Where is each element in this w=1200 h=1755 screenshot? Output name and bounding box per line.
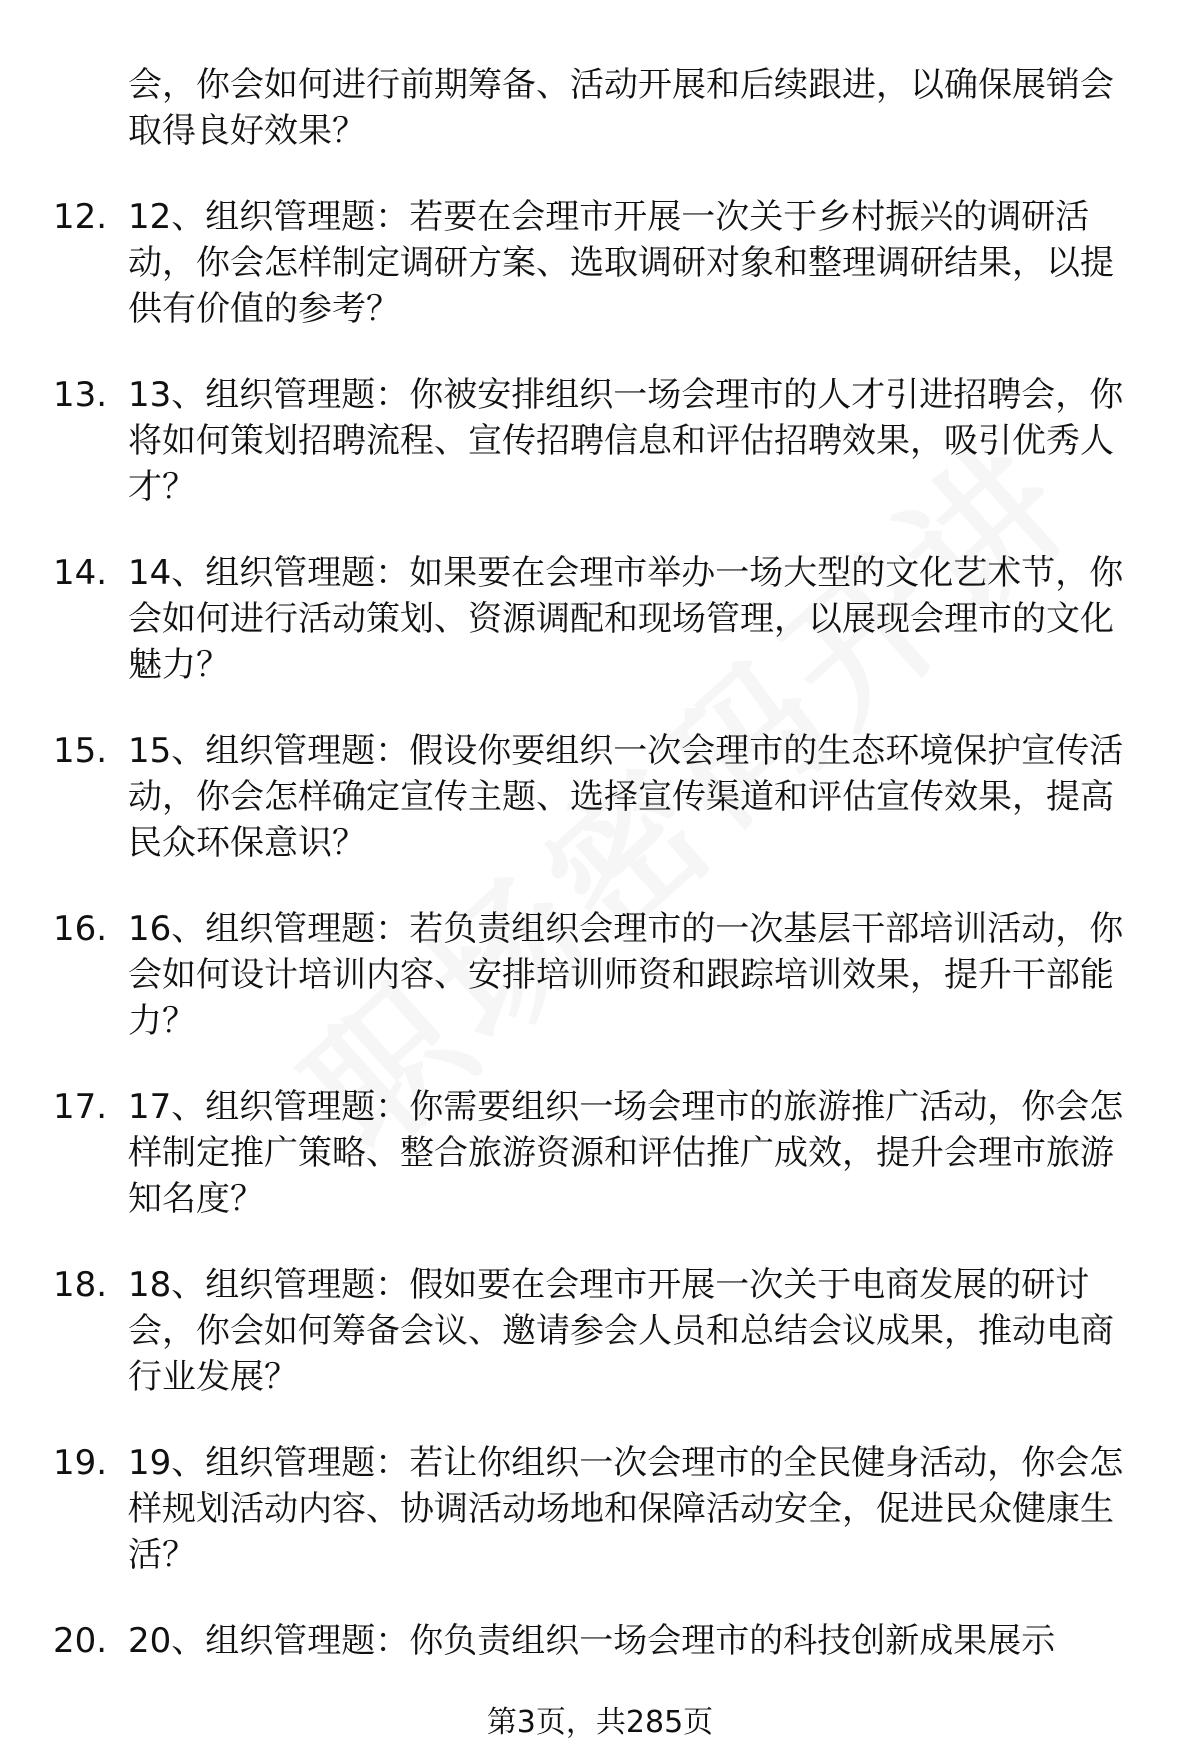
question-text: 19、组织管理题：若让你组织一次会理市的全民健身活动，你会怎样规划活动内容、协调活动场地和保障活动安全，促进民众健康生活？ bbox=[128, 1443, 1124, 1575]
question-item bbox=[0, 1084, 1138, 1222]
question-text: 13、组织管理题：你被安排组织一场会理市的人才引进招聘会，你将如何策划招聘流程、宣传招聘信息和评估招聘效果，吸引优秀人才？ bbox=[128, 375, 1124, 507]
question-text: 14、组织管理题：如果要在会理市举办一场大型的文化艺术节，你会如何进行活动策划、资源调配和现场管理，以展现会理市的文化魅力？ bbox=[128, 553, 1124, 685]
continuation-text: 会，你会如何进行前期筹备、活动开展和后续跟进，以确保展销会取得良好效果？ bbox=[128, 65, 1114, 151]
question-item bbox=[0, 550, 1138, 688]
question-item bbox=[0, 906, 1138, 1044]
question-number: 19. bbox=[53, 1443, 108, 1483]
question-text: 12、组织管理题：若要在会理市开展一次关于乡村振兴的调研活动，你会怎样制定调研方案、选取调研对象和整理调研结果，以提供有价值的参考？ bbox=[128, 197, 1114, 329]
question-number: 20. bbox=[53, 1621, 108, 1661]
question-text: 20、组织管理题：你负责组织一场会理市的科技创新成果展示 bbox=[128, 1621, 1056, 1661]
question-item bbox=[0, 1618, 1138, 1664]
question-text: 17、组织管理题：你需要组织一场会理市的旅游推广活动，你会怎样制定推广策略、整合旅游资源和评估推广成效，提升会理市旅游知名度？ bbox=[128, 1087, 1124, 1219]
question-item bbox=[0, 728, 1138, 866]
question-item bbox=[0, 1440, 1138, 1578]
question-number: 16. bbox=[53, 909, 108, 949]
question-text: 16、组织管理题：若负责组织会理市的一次基层干部培训活动，你会如何设计培训内容、安排培训师资和跟踪培训效果，提升干部能力？ bbox=[128, 909, 1124, 1041]
question-number: 18. bbox=[53, 1265, 108, 1305]
page-footer: 第3页，共285页 bbox=[486, 1705, 714, 1740]
question-item bbox=[0, 372, 1138, 510]
question-item bbox=[0, 1262, 1138, 1400]
question-number: 14. bbox=[53, 553, 108, 593]
question-text: 15、组织管理题：假设你要组织一次会理市的生态环境保护宣传活动，你会怎样确定宣传主题、选择宣传渠道和评估宣传效果，提高民众环保意识？ bbox=[128, 731, 1124, 863]
question-number: 13. bbox=[53, 375, 108, 415]
question-number: 12. bbox=[53, 197, 108, 237]
question-number: 17. bbox=[53, 1087, 108, 1127]
question-list bbox=[0, 194, 1200, 1704]
question-text: 18、组织管理题：假如要在会理市开展一次关于电商发展的研讨会，你会如何筹备会议、邀请参会人员和总结会议成果，推动电商行业发展？ bbox=[128, 1265, 1114, 1397]
question-number: 15. bbox=[53, 731, 108, 771]
question-item bbox=[0, 194, 1138, 332]
